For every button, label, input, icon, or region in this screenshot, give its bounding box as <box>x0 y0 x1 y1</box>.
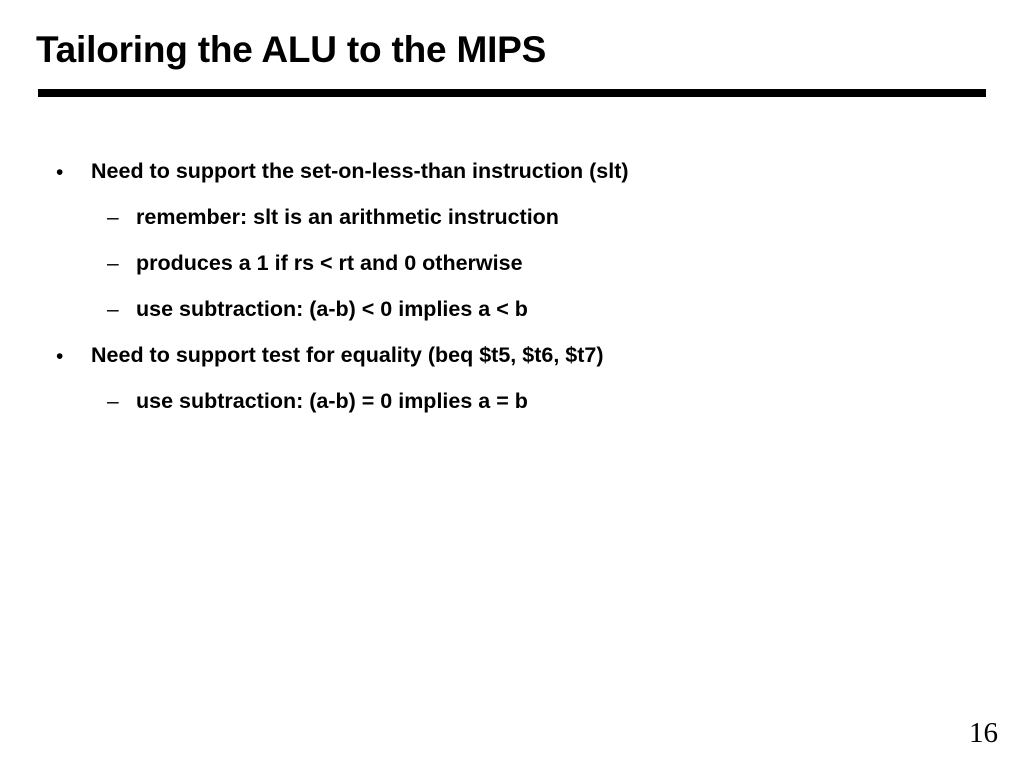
sub-bullet-text: produces a 1 if rs < rt and 0 otherwise <box>136 251 523 275</box>
bullet-text: Need to support test for equality (beq $t5, $t6, $t7) <box>91 343 604 367</box>
bullet-marker: • <box>56 345 64 368</box>
bullet-text: Need to support the set-on-less-than instruction (slt) <box>91 159 629 183</box>
dash-marker: – <box>107 252 119 275</box>
sub-bullet-text: use subtraction: (a-b) = 0 implies a = b <box>136 389 528 413</box>
sub-bullet-text: remember: slt is an arithmetic instruction <box>136 205 559 229</box>
dash-marker: – <box>107 206 119 229</box>
dash-marker: – <box>107 298 119 321</box>
dash-marker: – <box>107 390 119 413</box>
sub-bullet-text: use subtraction: (a-b) < 0 implies a < b <box>136 297 528 321</box>
title-rule <box>38 89 986 97</box>
page-number: 16 <box>969 717 998 749</box>
slide-title: Tailoring the ALU to the MIPS <box>36 29 547 70</box>
bullet-marker: • <box>56 161 64 184</box>
